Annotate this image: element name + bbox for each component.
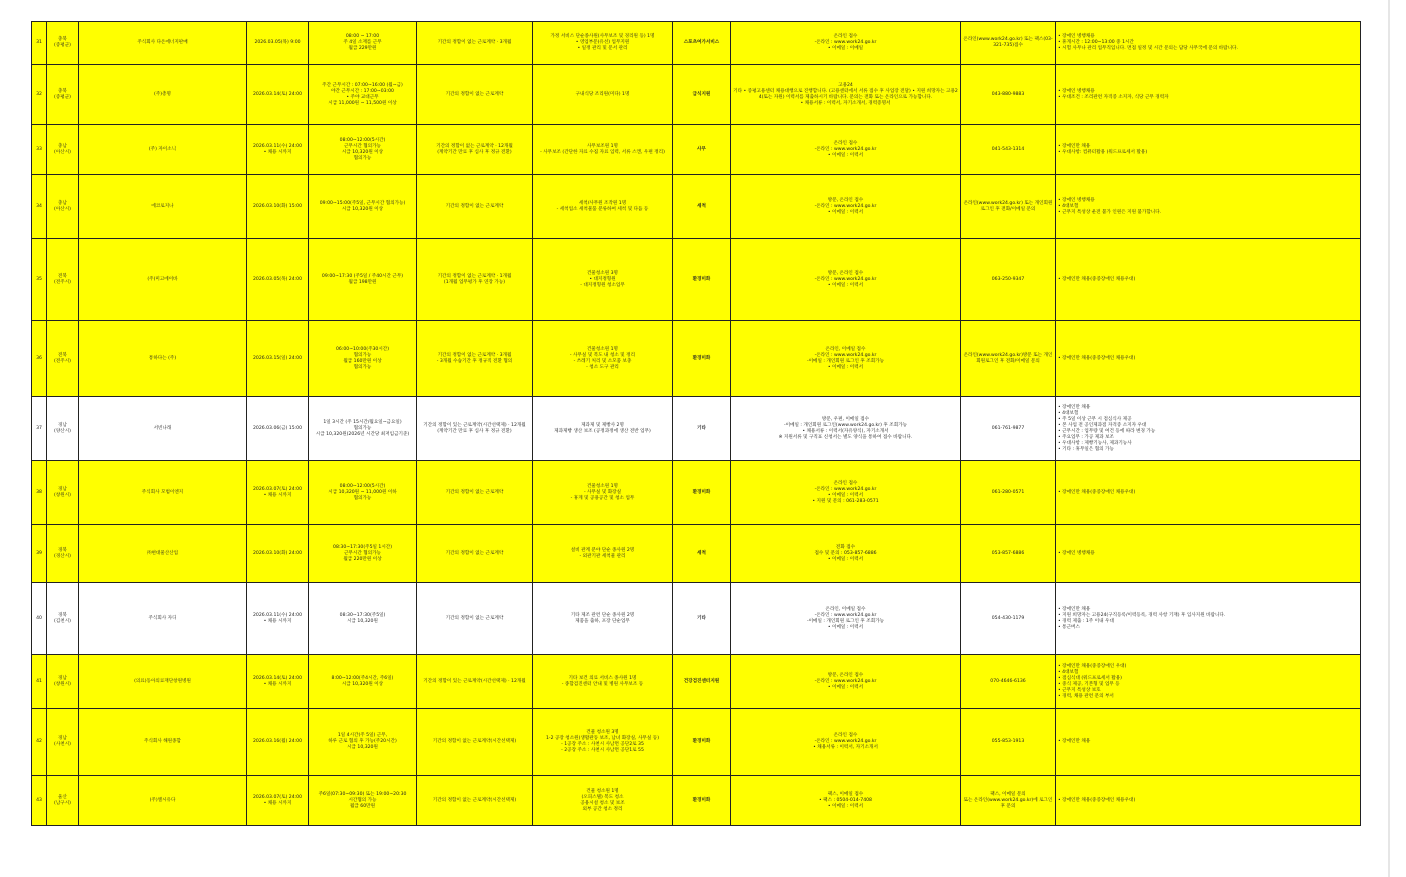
job-duties-cell: 구내식당 조리원(미다) 1명	[533, 65, 673, 125]
notes-cell: • 장애인 병행채용	[1056, 525, 1361, 583]
table-row	[32, 65, 1361, 125]
company-name: 서빈나래	[79, 397, 247, 461]
deadline-cell: 2026.03.15(일) 24:00	[247, 321, 309, 397]
contract-type-cell: 기간의 정함이 없는 근로계약(시간선택제)	[417, 776, 533, 826]
region-cell: 경남 (양산시)	[47, 397, 79, 461]
working-hours-cell: 08:00~12:00(5시간) 시급 10,320원 ~ 11,000원 이하 협의가능	[309, 461, 417, 525]
working-hours-cell: 1일 4시간(주 5일) 근무, 하루 근로 협의 후 가능(주20시간) 시급 10,320원	[309, 709, 417, 776]
contact-cell: 063-250-9347	[961, 239, 1056, 321]
contact-cell: 043-880-9883	[961, 65, 1056, 125]
row-number: 41	[32, 655, 47, 709]
working-hours-cell: 09:00~17:30 (주5일 / 주40시간 근무) 월급 198만원	[309, 239, 417, 321]
notes-cell: • 장애인만 채용(중증장애인 채용우대)	[1056, 239, 1361, 321]
working-hours-cell: 08:00~12:00(5시간) 근무시간 협의가능 시급 10,320원 이상 협의가능	[309, 125, 417, 175]
application-method-cell: 방문, 온라인 접수 -온라인 : www.work24.go.kr • 이메일 : 이력서	[731, 655, 961, 709]
contact-cell: 041-543-1314	[961, 125, 1056, 175]
job-category-cell: 환경미화	[673, 709, 731, 776]
application-method-cell: 방문, 우편, 이메일 접수 -이메일 : 개인회원 로그인(www.work24.go.kr) 후 조회가능 • 채용서류 : 이력서(자유양식), 자기소개서 ※ 지원서류 및 구직표 신청서는 별도 양식을 통하여 접수 바랍니다.	[731, 397, 961, 461]
company-name: 통하다는 (주)	[79, 321, 247, 397]
notes-cell: • 장애인 병행채용 • 휴게시간 : 12:00~13:00 중 1시간 • 시험 사무나 관리 업무직입니다. 면접 일정 및 시간 문의는 담당 사무국에 문의 바랍니다.	[1056, 22, 1361, 65]
deadline-cell: 2026.03.07(토) 24:00 • 채용 시까지	[247, 461, 309, 525]
table-row	[32, 175, 1361, 239]
row-number: 33	[32, 125, 47, 175]
job-category-cell: 기타	[673, 583, 731, 655]
contract-type-cell: 기간의 정함이 없는 근로계약 · 3개월 - 3개월 수습기간 후 정규직 전환 협의	[417, 321, 533, 397]
region-cell: 전북 (전주시)	[47, 239, 79, 321]
job-category-cell: 환경미화	[673, 239, 731, 321]
job-duties-cell: 건물청소원 3명 • 대지정형원 - 대지정형원 청소업무	[533, 239, 673, 321]
contact-cell: 온라인(www.work24.go.kr)방문 또는 개인회원로그인 후 전화/이메일 문의	[961, 321, 1056, 397]
row-number: 37	[32, 397, 47, 461]
company-name: (주)총명	[79, 65, 247, 125]
job-category-cell: 환경미화	[673, 776, 731, 826]
notes-cell: • 장애인 병행채용 • 우대조건 : 조리관련 자격증 소지자, 식당 근무 경력자	[1056, 65, 1361, 125]
company-name: 주식회사 해원종합	[79, 709, 247, 776]
region-cell: 울산 (남구시)	[47, 776, 79, 826]
contract-type-cell: 기간의 정함이 있는 근로계약(시간선택제) · 12개월	[417, 655, 533, 709]
working-hours-cell: 8:00~12:00(주4시간, 주6일) 시급 10,320원 이상	[309, 655, 417, 709]
job-duties-cell: 건물 청소원 3명 1-2 공장 청소원(생활관동 보조, 남녀 화장실, 사무실 등) - 1공장 주소 : 사천시 사남면 공단2로 35 - 2공장 주소 : 사천시 사남면 공단1로 55	[533, 709, 673, 776]
job-duties-cell: 사무보조원 1명 - 사무보조 (간단한 자료 수집 자료 입력, 서류 스캔, 우편 정리)	[533, 125, 673, 175]
row-number: 34	[32, 175, 47, 239]
notes-cell: • 장애인만 채용 • 지원 희망자는 고용24(구직등록/이력등록, 경력 사항 기재) 후 입사지원 바랍니다. • 경력 제출 : 1주 이내 우대 • 통근버스	[1056, 583, 1361, 655]
application-method-cell: 방문, 온라인 접수 -온라인 : www.work24.go.kr • 이메일 : 이력서	[731, 239, 961, 321]
contract-type-cell: 기간의 정함이 없는 근로계약	[417, 175, 533, 239]
job-category-cell: 세척	[673, 175, 731, 239]
working-hours-cell: 주6일(07:30~09:30) 또는 19:00~20:30 시간협의 가능 월급 60만원	[309, 776, 417, 826]
company-name: 에코로지나	[79, 175, 247, 239]
row-number: 32	[32, 65, 47, 125]
job-duties-cell: 세척/사무원 조작원 1명 - 세척업소 세척물품 분류하여 세척 및 다듬 등	[533, 175, 673, 239]
job-duties-cell: 기타 보건 의료 서비스 종사원 1명 - 종합검진센터 안내 및 병원 사무보조 등	[533, 655, 673, 709]
notes-cell: • 장애인만 채용(중증장애인 우대) • 4대보험 • 점심식대 (워드프로세서 활용) • 중식 제공, 기본형 및 업무 등 • 근무지 특성상 보호 • 경력, 채용 관련 문의 부서	[1056, 655, 1361, 709]
working-hours-cell: 주간 근무시간 : 07:00~16:00 (월~금) 야간 근무시간 : 17:00~03:00 • 주야 교대근무 시급 11,000원 ~ 11,500원 이상	[309, 65, 417, 125]
job-duties-cell: 건물청소원 1명 - 사무실 및 복도 내 청소 및 정리 - 쓰레기 처리 및 소모품 보충 - 청소 도구 관리	[533, 321, 673, 397]
deadline-cell: 2026.03.11(수) 24:00 • 채용 시까지	[247, 583, 309, 655]
company-name: 주식회사 모범이엔지	[79, 461, 247, 525]
row-number: 38	[32, 461, 47, 525]
notes-cell: • 장애인만 채용(중증장애인 채용우대)	[1056, 321, 1361, 397]
row-number: 40	[32, 583, 47, 655]
contract-type-cell: 기간의 정함이 없는 근로계약	[417, 65, 533, 125]
table-row	[32, 125, 1361, 175]
contact-cell: 055-853-1913	[961, 709, 1056, 776]
region-cell: 경남 (창원시)	[47, 461, 79, 525]
deadline-cell: 2026.03.10(화) 24:00	[247, 525, 309, 583]
job-duties-cell: 설비 관계 분야 단순 종사원 2명 - 외관기관 세척물 관리	[533, 525, 673, 583]
table-row	[32, 321, 1361, 397]
job-category-cell: 세척	[673, 525, 731, 583]
application-method-cell: 온라인 접수 -온라인 : www.work24.go.kr • 이메일 : 이력서	[731, 125, 961, 175]
company-name: (주)엘시유다	[79, 776, 247, 826]
contact-cell: 온라인(www.work24.go.kr) 또는 개인회원 로그인 후 전화/이메일 문의	[961, 175, 1056, 239]
working-hours-cell: 08:00 ~ 17:00 주 4일 소재를 근무 월급 229만원	[309, 22, 417, 65]
contract-type-cell: 기간의 정함이 없는 근로계약 · 12개월 (계약기간 만료 후 심사 후 정규 전환)	[417, 125, 533, 175]
company-name: (주) 자이소닉	[79, 125, 247, 175]
company-name: (주)미고에이바	[79, 239, 247, 321]
job-category-cell: 건강검진센터지원	[673, 655, 731, 709]
job-duties-cell: 가정 서비스 단순종사원(사무보조 및 경리원 등) 1명 • 영업부문(유선) 업무지원 • 일정 관리 및 문서 관리	[533, 22, 673, 65]
notes-cell: • 장애인만 채용 • 우대사항: 컴퓨터활용 (워드프로세서 활용)	[1056, 125, 1361, 175]
company-name: ㈜현대물산산업	[79, 525, 247, 583]
region-cell: 전북 (전주시)	[47, 321, 79, 397]
deadline-cell: 2026.03.16(월) 24:00	[247, 709, 309, 776]
row-number: 43	[32, 776, 47, 826]
working-hours-cell: 06:00~10:00(주30시간) 협의가능 월급 160만원 이상 협의가능	[309, 321, 417, 397]
row-number: 35	[32, 239, 47, 321]
row-number: 31	[32, 22, 47, 65]
table-row	[32, 655, 1361, 709]
job-listing-table	[31, 21, 1361, 826]
contact-cell: 070-4646-6136	[961, 655, 1056, 709]
table-row	[32, 709, 1361, 776]
application-method-cell: 팩스, 이메일 접수 • 팩스 : 0504-014-7408 • 이메일 : 이력서	[731, 776, 961, 826]
working-hours-cell: 1일 3시간 (주 15시간/월요일~금요일) 협의가능 시급 10,320원(2026년 시간당 최저임금기준)	[309, 397, 417, 461]
contact-cell: 061-761-9877	[961, 397, 1056, 461]
table-row	[32, 461, 1361, 525]
working-hours-cell: 08:30~17:30(주5일) 시급 10,320원	[309, 583, 417, 655]
application-method-cell: 온라인 접수 -온라인 : www.work24.go.kr • 이메일 : 이력서 • 지원 및 문의 : 061-283-0571	[731, 461, 961, 525]
deadline-cell: 2026.03.14(토) 24:00 • 채용 시까지	[247, 655, 309, 709]
job-category-cell: 환경미화	[673, 461, 731, 525]
contact-cell: 053-857-6886	[961, 525, 1056, 583]
application-method-cell: 온라인, 이메일 접수 -온라인 : www.work24.go.kr -이메일 : 개인회원 로그인 후 조회가능 • 이메일 : 이력서	[731, 321, 961, 397]
table-row	[32, 776, 1361, 826]
job-category-cell: 스포츠여가서비스	[673, 22, 731, 65]
region-cell: 충북 (증평군)	[47, 65, 79, 125]
notes-cell: • 장애인 병행채용 • 4대보험 • 근무지 특성상 운전 불가 인원은 지원 불가합니다.	[1056, 175, 1361, 239]
deadline-cell: 2026.03.14(토) 24:00	[247, 65, 309, 125]
notes-cell: • 장애인만 채용(중증장애인 채용우대)	[1056, 776, 1361, 826]
deadline-cell: 2026.03.05(목) 24:00	[247, 239, 309, 321]
contract-type-cell: 기간의 정함이 없는 근로계약(시간선택제)	[417, 709, 533, 776]
deadline-cell: 2026.03.10(화) 15:00	[247, 175, 309, 239]
contract-type-cell: 기간의 정함이 없는 근로계약 · 1개월 (1개월 업무평가 후 연장 가능)	[417, 239, 533, 321]
job-category-cell: 기타	[673, 397, 731, 461]
contract-type-cell: 기간의 정함이 없는 근로계약	[417, 461, 533, 525]
table-row	[32, 239, 1361, 321]
region-cell: 경남 (사천시)	[47, 709, 79, 776]
notes-cell: • 장애인만 채용	[1056, 709, 1361, 776]
job-duties-cell: 기타 제조 관련 단순 종사원 2명 제품을 출하, 포장 단순업무	[533, 583, 673, 655]
region-cell: 경북 (김천시)	[47, 583, 79, 655]
deadline-cell: 2026.03.06(금) 15:00	[247, 397, 309, 461]
row-number: 36	[32, 321, 47, 397]
application-method-cell: 고용24 기타 • 증평고용센터 채용대행으로 진행합니다. (고용센터에서 서류 접수 후 사업장 전달) • 지원 희망자는 고용24(또는 자원) 이력서를 제출하시기 바랍니다. 문의는 전화 또는 온라인으로 가능합니다. • 채용서류 : 이력서, 자기소개서, 경력증명서	[731, 65, 961, 125]
application-method-cell: 전화 접수 접수 및 문의 : 053-857-6886 • 이메일 : 이력서	[731, 525, 961, 583]
working-hours-cell: 08:30~17:30(주5일 1시간) 근무시간 협의가능 월급 220만원 이상	[309, 525, 417, 583]
company-name: 주식회사 다온에너지판매	[79, 22, 247, 65]
deadline-cell: 2026.03.05(목) 9:00	[247, 22, 309, 65]
job-category-cell: 환경미화	[673, 321, 731, 397]
notes-cell: • 장애인만 채용 • 4대보험 • 주 5일 이상 근무 시 점심식사 제공 • 본 사업 전 공인제과점 자격증 소지자 우대 • 근무시간 : 업무량 및 여건 등에 따라 변경 가능 • 주요업무 : 가공 제과 보조 • 우대사항 : 제빵기능사, 제과기능사 • 기타 : 휴무일은 협의 가능	[1056, 397, 1361, 461]
table-row	[32, 525, 1361, 583]
scrollbar-track[interactable]	[1388, 0, 1390, 877]
job-category-cell: 사무	[673, 125, 731, 175]
company-name: (의료)동아의료재단창원병원	[79, 655, 247, 709]
region-cell: 충북 (증평군)	[47, 22, 79, 65]
table-row	[32, 397, 1361, 461]
contact-cell: 061-280-0571	[961, 461, 1056, 525]
region-cell: 경북 (경산시)	[47, 525, 79, 583]
job-category-cell: 급식지원	[673, 65, 731, 125]
contact-cell: 054-430-1179	[961, 583, 1056, 655]
table-row	[32, 22, 1361, 65]
contract-type-cell: 기간의 정함이 없는 근로계약	[417, 525, 533, 583]
contract-type-cell: 기간의 정함이 없는 근로계약	[417, 583, 533, 655]
region-cell: 충남 (아산시)	[47, 175, 79, 239]
contract-type-cell: 기간의 정함이 있는 근로계약(시간선택제) · 12개월 (계약기간 만료 후 심사 후 정규 전환)	[417, 397, 533, 461]
job-duties-cell: 건물 청소원 1명 (오피스텔) 복도 청소 공용시설 청소 및 보조 외부 공간 청소 정리	[533, 776, 673, 826]
job-duties-cell: 건물청소원 1명 - 사무실 및 화장실 - 휴게 및 공용공간 및 청소 업무	[533, 461, 673, 525]
contact-cell: 팩스, 이메일 문의 또는 온라인(www.work24.go.kr)에 로그인 후 문의	[961, 776, 1056, 826]
application-method-cell: 방문, 온라인 접수 -온라인 : www.work24.go.kr • 이메일 : 이력서	[731, 175, 961, 239]
application-method-cell: 온라인 접수 -온라인 : www.work24.go.kr • 이메일 : 이메일	[731, 22, 961, 65]
row-number: 39	[32, 525, 47, 583]
deadline-cell: 2026.03.07(토) 24:00 • 채용 시까지	[247, 776, 309, 826]
application-method-cell: 온라인, 이메일 접수 -온라인 : www.work24.go.kr -이메일 : 개인회원 로그인 후 조회가능 • 이메일 : 이력서	[731, 583, 961, 655]
region-cell: 경남 (창원시)	[47, 655, 79, 709]
row-number: 42	[32, 709, 47, 776]
company-name: 주식회사 자디	[79, 583, 247, 655]
application-method-cell: 온라인 접수 -온라인 : www.work24.go.kr • 채용서류 : 이력서, 자기소개서	[731, 709, 961, 776]
deadline-cell: 2026.03.11(수) 24:00 • 채용 시까지	[247, 125, 309, 175]
notes-cell: • 장애인만 채용(중증장애인 채용우대)	[1056, 461, 1361, 525]
contact-cell: 온라인(www.work24.go.kr) 또는 팩스(03-321-735)접수	[961, 22, 1056, 65]
working-hours-cell: 09:00~15:00(주5일, 근무시간 협의가능) 시급 10,320원 이상	[309, 175, 417, 239]
table-row	[32, 583, 1361, 655]
contract-type-cell: 기간의 정함이 없는 근로계약 · 3개월	[417, 22, 533, 65]
job-duties-cell: 제과제 및 제빵사 2명 제과제빵 생산 보조 (공정과정에 생산 전반 업무)	[533, 397, 673, 461]
region-cell: 충남 (아산시)	[47, 125, 79, 175]
